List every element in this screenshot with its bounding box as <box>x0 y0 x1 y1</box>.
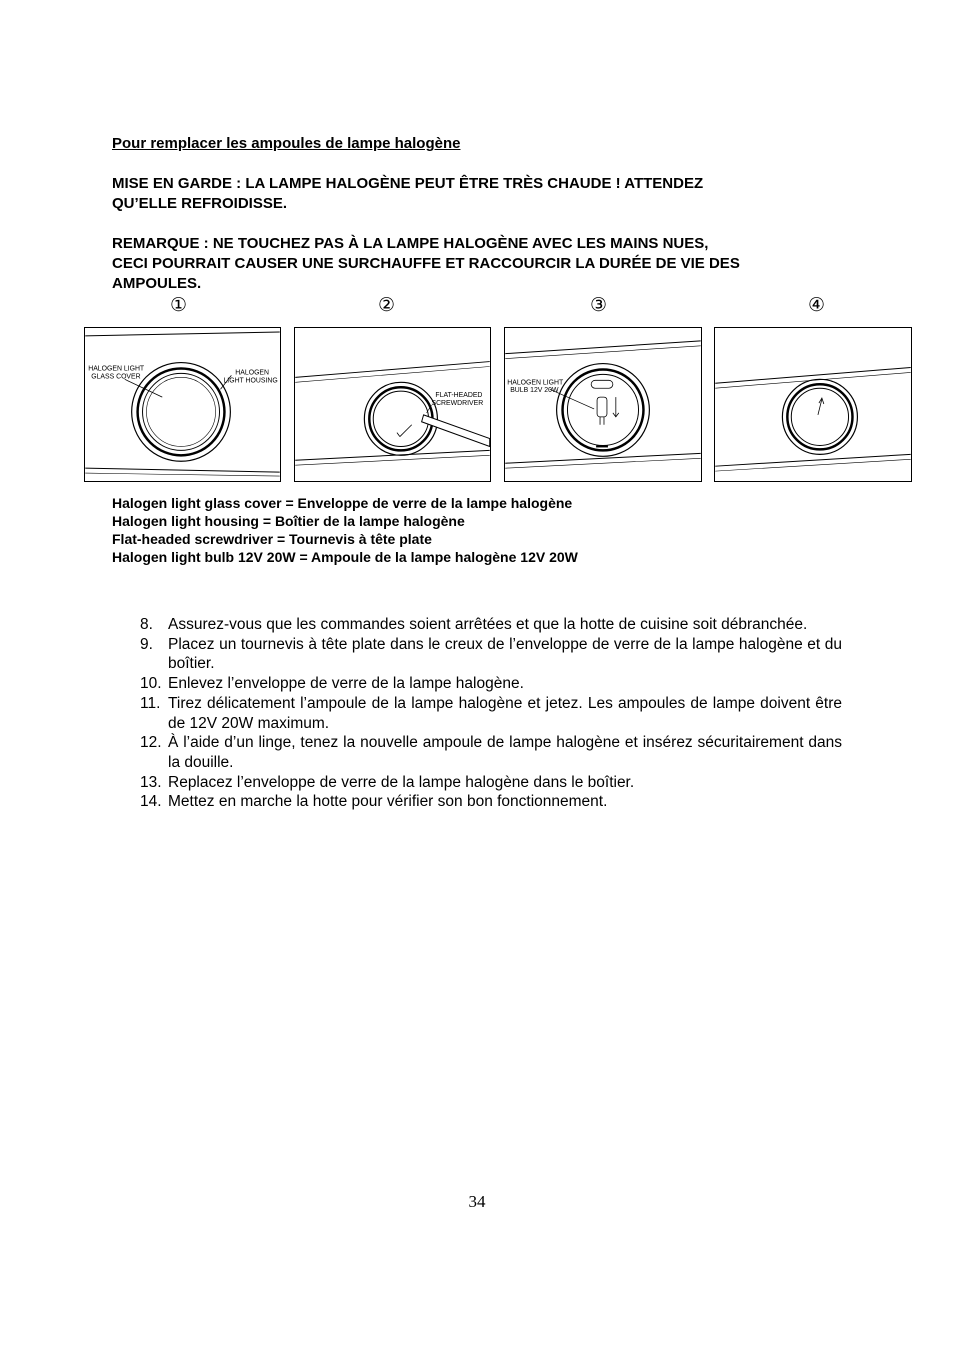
label-flat-headed: FLAT-HEADED <box>435 392 483 400</box>
figure-panel-4 <box>714 327 912 482</box>
label-screwdriver: SCREWDRIVER <box>431 399 484 407</box>
glass-cover-illustration <box>85 328 280 481</box>
label-light-housing: LIGHT HOUSING <box>223 377 278 385</box>
bulb-illustration <box>505 328 701 481</box>
step-text: Tirez délicatement l’ampoule de la lampe halogène et jetez. Les ampoules de lampe doivent être de 12V 20W maximum. <box>168 694 842 732</box>
step-text: Replacez l’enveloppe de verre de la lampe halogène dans le boîtier. <box>168 773 635 791</box>
list-item <box>140 674 842 694</box>
step-number: 9. <box>140 635 153 653</box>
step-text: Enlevez l’enveloppe de verre de la lampe halogène. <box>168 675 524 693</box>
figure-number-1: ① <box>170 294 188 316</box>
screwdriver-illustration <box>295 328 490 481</box>
list-item <box>140 773 842 793</box>
figure-panel-2 <box>294 327 491 482</box>
list-item <box>140 733 842 772</box>
step-number: 14. <box>140 793 162 811</box>
caution-line-2: QU’ELLE REFROIDISSE. <box>112 195 288 212</box>
legend-item: Flat-headed screwdriver = Tournevis à tête plate <box>112 531 432 547</box>
step-text: À l’aide d’un linge, tenez la nouvelle ampoule de lampe halogène et insérez sécuritairement dans la douille. <box>168 734 842 771</box>
step-number: 10. <box>140 675 162 693</box>
legend-item: Halogen light bulb 12V 20W = Ampoule de la lampe halogène 12V 20W <box>112 549 578 565</box>
list-item <box>140 635 842 674</box>
label-bulb-rating: BULB 12V 20W <box>510 387 559 395</box>
step-number: 11. <box>140 694 161 712</box>
figure-panel-1 <box>84 327 281 482</box>
reassembled-lamp-illustration <box>715 328 911 481</box>
figure-number-4: ④ <box>808 294 826 316</box>
instruction-steps <box>140 615 842 812</box>
figure-number-2: ② <box>378 294 396 316</box>
list-item <box>140 792 842 812</box>
page-number: 34 <box>468 1192 486 1211</box>
remark-line-1: REMARQUE : NE TOUCHEZ PAS À LA LAMPE HALOGÈNE AVEC LES MAINS NUES, <box>112 235 709 252</box>
translation-legend <box>112 494 578 566</box>
step-number: 8. <box>140 616 153 633</box>
list-item <box>140 694 842 733</box>
step-number: 13. <box>140 773 162 791</box>
figure-number-3: ③ <box>590 294 608 316</box>
figure-panel-3 <box>504 327 702 482</box>
step-number: 12. <box>140 734 162 752</box>
label-halogen-light: HALOGEN LIGHT <box>88 365 145 373</box>
step-text: Placez un tournevis à tête plate dans le creux de l’enveloppe de verre de la lampe halogène et du boîtier. <box>168 635 842 673</box>
label-glass-cover: GLASS COVER <box>91 373 141 381</box>
caution-warning <box>112 174 852 214</box>
remark-note <box>112 234 852 294</box>
step-text: Mettez en marche la hotte pour vérifier son bon fonctionnement. <box>168 793 608 811</box>
section-heading: Pour remplacer les ampoules de lampe halogène <box>112 135 461 152</box>
caution-line-1: MISE EN GARDE : LA LAMPE HALOGÈNE PEUT ÊTRE TRÈS CHAUDE ! ATTENDEZ <box>112 175 704 192</box>
remark-line-2: CECI POURRAIT CAUSER UNE SURCHAUFFE ET RACCOURCIR LA DURÉE DE VIE DES <box>112 255 740 272</box>
legend-item: Halogen light glass cover = Enveloppe de verre de la lampe halogène <box>112 495 573 511</box>
remark-line-3: AMPOULES. <box>112 275 202 292</box>
list-item <box>140 615 842 635</box>
label-halogen-light-bulb: HALOGEN LIGHT <box>507 379 564 387</box>
label-halogen: HALOGEN <box>235 369 270 377</box>
step-text: Assurez-vous que les commandes soient arrêtées et que la hotte de cuisine soit débranchée. <box>168 616 808 633</box>
legend-item: Halogen light housing = Boîtier de la lampe halogène <box>112 513 465 529</box>
